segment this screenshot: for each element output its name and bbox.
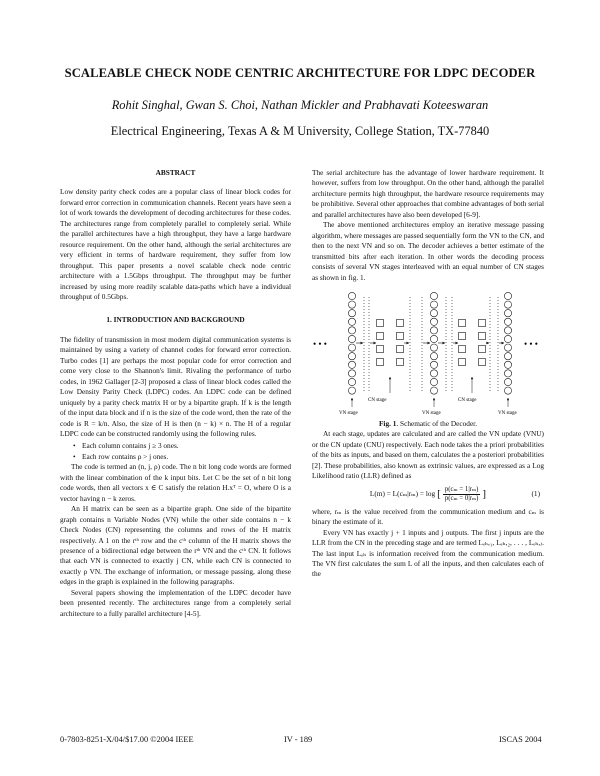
variable-node [348, 353, 355, 360]
rule-item: • Each column contains j ≥ 3 ones. [60, 441, 291, 451]
check-node [397, 332, 404, 339]
vn-stage-label: VN stage [498, 410, 517, 415]
check-node [459, 332, 466, 339]
figure-caption [312, 419, 544, 429]
left-column [60, 168, 291, 619]
cn-stage-label: CN stage [458, 397, 477, 403]
variable-node [504, 301, 511, 308]
check-node [479, 332, 486, 339]
variable-node [504, 361, 511, 368]
variable-node [504, 327, 511, 334]
variable-node [430, 370, 437, 377]
abstract-heading: ABSTRACT [155, 168, 196, 177]
variable-node [430, 327, 437, 334]
equation-numerator: p(cₘ = 1|rₘ) [444, 485, 479, 493]
vn-stage-label: VN stage [422, 410, 441, 415]
section-1-paragraph-2: The code is termed an (n, j, ρ) code. The n bit long code words are formed with the linear combination of the k input bits. Let C be the set of n bit long code words, then all vectors x ∈ C satisfy the relation H.xᵀ = O, where O is a vector having n − k zeros. [60, 462, 291, 503]
cn-stage-label: CN stage [368, 397, 387, 403]
variable-node [504, 335, 511, 342]
variable-node [504, 387, 511, 394]
section-1-paragraph-3: An H matrix can be seen as a bipartite graph. One side of the bipartite graph contains n Variable Nodes (VN) while the other side contains n − k Check Nodes (CN) representing the columns and rows of the H matrix respectively. A 1 on the rᵗʰ row and the cᵗʰ column of the H matrix shows the presence of a bidirectional edge between the rᵗʰ VN and the cᵗʰ CN. It follows that each VN is connected to exactly j CN, while each CN is connected to exactly ρ VN. The exchange of information, or message passing, along these edges in the graph is explained in the following paragraphs. [60, 504, 291, 587]
right-paragraph-4: where, rₘ is the value received from the communication medium and cₘ is binary the estimate of it. [312, 506, 544, 527]
variable-node [348, 292, 355, 299]
check-node [479, 358, 486, 365]
paper-affiliation: Electrical Engineering, Texas A & M University, College Station, TX-77840 [110, 124, 490, 138]
equation-1: L(m) = L(cₘ|rₘ) = log [ $\frac{\text{p(cₘ = 1|rₘ)}}{\text{p(cₘ = 0|rₘ)}}$ ] (1) [369, 485, 540, 502]
section-1-heading: 1. INTRODUCTION AND BACKGROUND [106, 315, 245, 325]
variable-node [430, 301, 437, 308]
left-ellipsis: • • • [313, 338, 327, 349]
figure-caption-text: . Schematic of the Decoder. [396, 418, 478, 428]
rule-item: • Each row contains ρ > j ones. [60, 452, 291, 462]
decoder-schematic [312, 289, 544, 415]
variable-node [430, 344, 437, 351]
section-1-paragraph-1: The fidelity of transmission in most modern digital communication systems is maintained by using a variety of channel codes for forward error correction. Turbo codes [1] are perhaps the most popular code for error correction and come very close to the Shannon's limit. Rivaling the performance of turbo codes, in 1962 Gallager [2-3] proposed a class of linear block codes called the Low Density Parity Check (LDPC) codes. An LDPC code can be defined uniquely by a parity check matrix H or by a bipartite graph. If k is the length of the input data block and if n is the size of the code word, then the rate of the code is R = k/n. Also, the size of H is then (n − k) × n. The H of a regular LDPC code can be constructed randomly using the following rules. [60, 334, 291, 438]
variable-node [348, 370, 355, 377]
paper-title: SCALEABLE CHECK NODE CENTRIC ARCHITECTURE FOR LDPC DECODER [64, 66, 536, 80]
check-node [459, 358, 466, 365]
variable-node [348, 318, 355, 325]
vn-stage-label: VN stage [339, 410, 358, 415]
decoder-schematic-figure [312, 289, 544, 415]
variable-node [348, 335, 355, 342]
check-node [397, 319, 404, 326]
equation-number: (1) [531, 488, 540, 498]
footer-copyright: 0-7803-8251-X/04/$17.00 ©2004 IEEE [60, 735, 194, 744]
variable-node [430, 292, 437, 299]
check-node [459, 345, 466, 352]
variable-node [348, 387, 355, 394]
variable-node [430, 310, 437, 317]
footer-conference: ISCAS 2004 [499, 735, 542, 744]
variable-node [430, 335, 437, 342]
right-paragraph-5: Every VN has exactly j + 1 inputs and j outputs. The first j inputs are the LLR from the CN in the preceding stage and are termed Lₑₕ,₁, Lₑₕ,₂, . . . , Lₑₕ,ⱼ. The last input Lₑₕ is information received from the communication medium. The VN first calculates the sum L of all the inputs, and then calculates each of the [312, 527, 544, 579]
variable-node [504, 310, 511, 317]
paper-authors: Rohit Singhal, Gwan S. Choi, Nathan Mickler and Prabhavati Koteeswaran [111, 98, 489, 112]
check-node [377, 319, 384, 326]
check-node [377, 358, 384, 365]
right-column [312, 168, 544, 580]
check-node [397, 358, 404, 365]
variable-node [504, 353, 511, 360]
variable-node [348, 344, 355, 351]
section-1-paragraph-4: Several papers showing the implementation of the LDPC decoder have been presented recently. The architectures range from a completely serial architecture to a fully parallel architecture [4-5]. [60, 587, 291, 618]
variable-node [430, 387, 437, 394]
check-node [479, 319, 486, 326]
check-node [479, 345, 486, 352]
variable-node [504, 370, 511, 377]
check-node [459, 319, 466, 326]
variable-node [504, 378, 511, 385]
right-paragraph-2: The above mentioned architectures employ an iterative message passing algorithm, where messages are passed sequentially form the VN to the CN, and then to the next VN and so on. The decoder achieves a better estimate of the transmitted bits after each iteration. In other words the decoding process consists of several VN stages interleaved with an equal number of CN stages as shown in fig. 1. [312, 220, 544, 282]
equation-fraction [443, 486, 481, 503]
abstract-text: Low density parity check codes are a popular class of linear block codes for forward error correction in communication channels. Recent years have seen a lot of work towards the development of decoding architectures for these codes. The architectures range from completely parallel to completely serial. While the parallel architectures have a high throughput, they have a large hardware resource requirement. On the other hand, although the serial architectures are very efficient in terms of hardware requirement, they suffer from low throughput. This paper presents a novel scalable check node centric architecture with a 1.5Gbps throughput. The throughput may be further increased by using more readily scalable data-paths which have a individual throughput of 0.5Gbps. [60, 187, 291, 301]
variable-node [348, 361, 355, 368]
variable-node [430, 378, 437, 385]
variable-node [430, 318, 437, 325]
figure-caption-label: Fig. 1 [378, 418, 397, 428]
right-paragraph-3: At each stage, updates are calculated and are called the VN update (VNU) or the CN update (CNU) respectively. Each node takes the a priori probabilities of the bits as inputs, and based on them, calculates the a posteriori probabilities [2]. These probabilities, also known as extrinsic values, are expressed as a Log Likelihood ratio (LLR) defined as [312, 429, 544, 481]
check-node [377, 332, 384, 339]
right-paragraph-1: The serial architecture has the advantage of lower hardware requirement. It however, suffers from low throughput. On the other hand, although the parallel architecture permits high throughput, the hardware resource requirements may be prohibitive. Several other approaches that combine advantages of both serial and parallel architectures have also been developed [6-9]. [312, 168, 545, 219]
equation-denominator: p(cₘ = 0|rₘ) [444, 494, 479, 502]
variable-node [504, 344, 511, 351]
variable-node [348, 378, 355, 385]
variable-node [348, 301, 355, 308]
right-ellipsis: • • • [524, 338, 538, 349]
equation-lhs: L(m) = L(cₘ|rₘ) = log [369, 488, 436, 498]
variable-node [348, 327, 355, 334]
variable-node [430, 361, 437, 368]
variable-node [504, 318, 511, 325]
rules-list [60, 441, 291, 462]
variable-node [430, 353, 437, 360]
footer-page-number: IV - 189 [284, 735, 313, 744]
variable-node [348, 310, 355, 317]
variable-node [504, 292, 511, 299]
check-node [397, 345, 404, 352]
check-node [377, 345, 384, 352]
